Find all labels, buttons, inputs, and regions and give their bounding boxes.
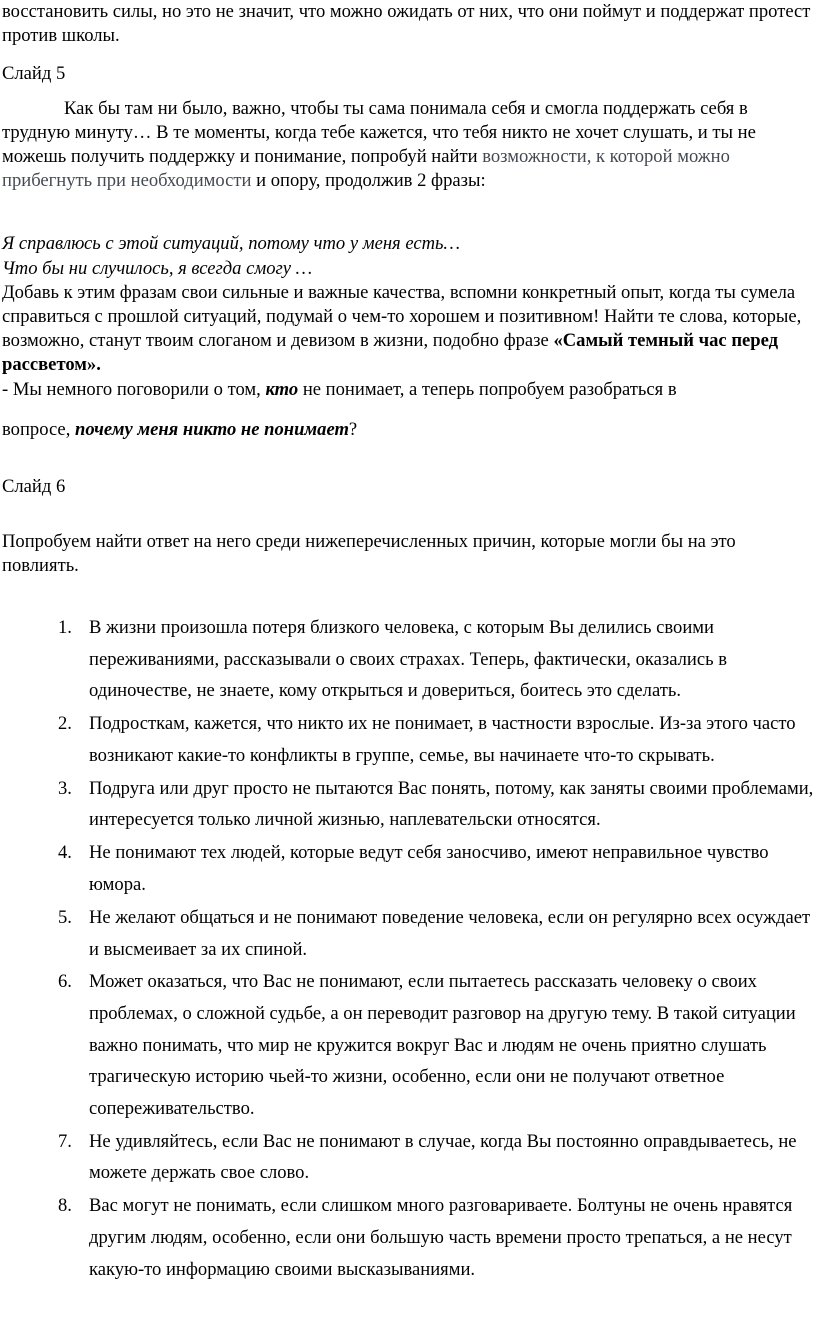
reasons-list (0, 612, 816, 1287)
list-item-text: Не удивляйтесь, если Вас не понимают в случае, когда Вы постоянно оправдываетесь, не можете держать свое слово. (89, 1130, 797, 1184)
dialog-line (2, 378, 812, 402)
intro-text: восстановить силы, но это не значит, что можно ожидать от них, что они поймут и поддержат протест против школы. (2, 1, 811, 46)
list-item-text: Не понимают тех людей, которые ведут себя заносчиво, имеют неправильное чувство юмора. (89, 842, 769, 895)
list-item-text: Подросткам, кажется, что никто их не понимает, в частности взрослые. Из-за этого часто возникают какие-то конфликты в группе, семье, вы начинаете что-то скрывать. (89, 713, 796, 766)
slide6-intro (2, 530, 812, 578)
slide5-para-start: Как бы там ни было, важно, чтобы ты сама понимала себя и смогла поддержать себя в трудную минуту… В те моменты, когда тебе кажется, что тебя никто не хочет слушать, и ты не можешь получить поддержку и понимание, попробуй найти (2, 98, 756, 167)
list-item-text: Не желают общаться и не понимают поведение человека, если он регулярно всех осуждает и высмеивает за их спиной. (89, 906, 811, 960)
list-item (0, 966, 816, 1124)
list-item-text: Вас могут не понимать, если слишком много разговариваете. Болтуны не очень нравятся другим людям, особенно, если они большую часть времени просто трепаться, а не несут какую-то информацию своими высказываниями. (89, 1195, 793, 1280)
list-item-number: 5. (58, 906, 72, 928)
list-item-number: 2. (58, 713, 72, 735)
list-item-number: 1. (58, 617, 72, 638)
dialog-mid: не понимает, а теперь попробуем разобраться в (298, 379, 677, 400)
list-item (0, 902, 816, 965)
list-item (0, 612, 816, 707)
question-start: вопросе, (2, 419, 75, 440)
slide5-heading (2, 62, 812, 86)
list-item-number: 3. (58, 777, 72, 799)
slide5-para-end: и опору, продолжив 2 фразы: (251, 170, 486, 191)
question-end: ? (348, 419, 358, 440)
intro-paragraph (2, 0, 812, 48)
advice-slogan: «Самый темный час перед рассветом». (2, 330, 779, 375)
slide6-intro-text: Попробуем найти ответ на него среди нижеперечисленных причин, которые могли бы на это повлиять. (2, 531, 736, 576)
list-item (0, 773, 816, 836)
list-item-number: 4. (58, 842, 72, 864)
phrase-one (2, 232, 812, 256)
slide6-heading-text: Слайд 6 (2, 476, 66, 497)
phrase-one-text: Я справлюсь с этой ситуаций, потому что у меня есть… (2, 233, 461, 254)
list-item (0, 708, 816, 771)
list-item (0, 837, 816, 900)
question-bold: почему меня никто не понимает (75, 419, 349, 440)
advice-text: Добавь к этим фразам свои сильные и важные качества, вспомни конкретный опыт, когда ты сумела справиться с прошлой ситуаций, подумай о чем-то хорошем и позитивном! Найти те слова, которые, возможно, станут твоим слоганом и девизом в жизни, подобно фразе (2, 282, 802, 351)
list-item (0, 1126, 816, 1189)
slide6-heading (2, 475, 812, 499)
list-item (0, 1190, 816, 1285)
slide5-heading-text: Слайд 5 (2, 63, 66, 84)
question-line (2, 418, 812, 442)
advice-paragraph (2, 281, 812, 377)
list-item-text: Может оказаться, что Вас не понимают, если пытаетесь рассказать человеку о своих проблемах, о сложной судьбе, а он переводит разговор на другую тему. В такой ситуации важно понимать, что мир не кружится вокруг Вас и людям не очень приятно слушать трагическую историю чьей-то жизни, особенно, если они не получают ответное сопереживательство. (89, 971, 796, 1119)
dialog-start: - Мы немного поговорили о том, (2, 379, 266, 400)
slide5-paragraph (2, 97, 812, 193)
list-item-number: 8. (58, 1195, 72, 1217)
slide5-para-gray: возможности, к которой можно прибегнуть при необходимости (2, 146, 730, 191)
dialog-who: кто (265, 379, 299, 400)
phrase-two-text: Что бы ни случилось, я всегда смогу … (2, 258, 313, 279)
list-item-text: В жизни произошла потеря близкого человека, с которым Вы делились своими переживаниями, рассказывали о своих страхах. Теперь, фактически, оказались в одиночестве, не знаете, кому открыться и довериться, боитесь это сделать. (89, 617, 728, 702)
phrase-two (2, 257, 812, 281)
list-item-number: 7. (58, 1130, 72, 1152)
list-item-text: Подруга или друг просто не пытаются Вас понять, потому, как заняты своими проблемами, интересуется только личной жизнью, наплевательски относятся. (89, 777, 814, 831)
list-item-number: 6. (58, 971, 72, 993)
